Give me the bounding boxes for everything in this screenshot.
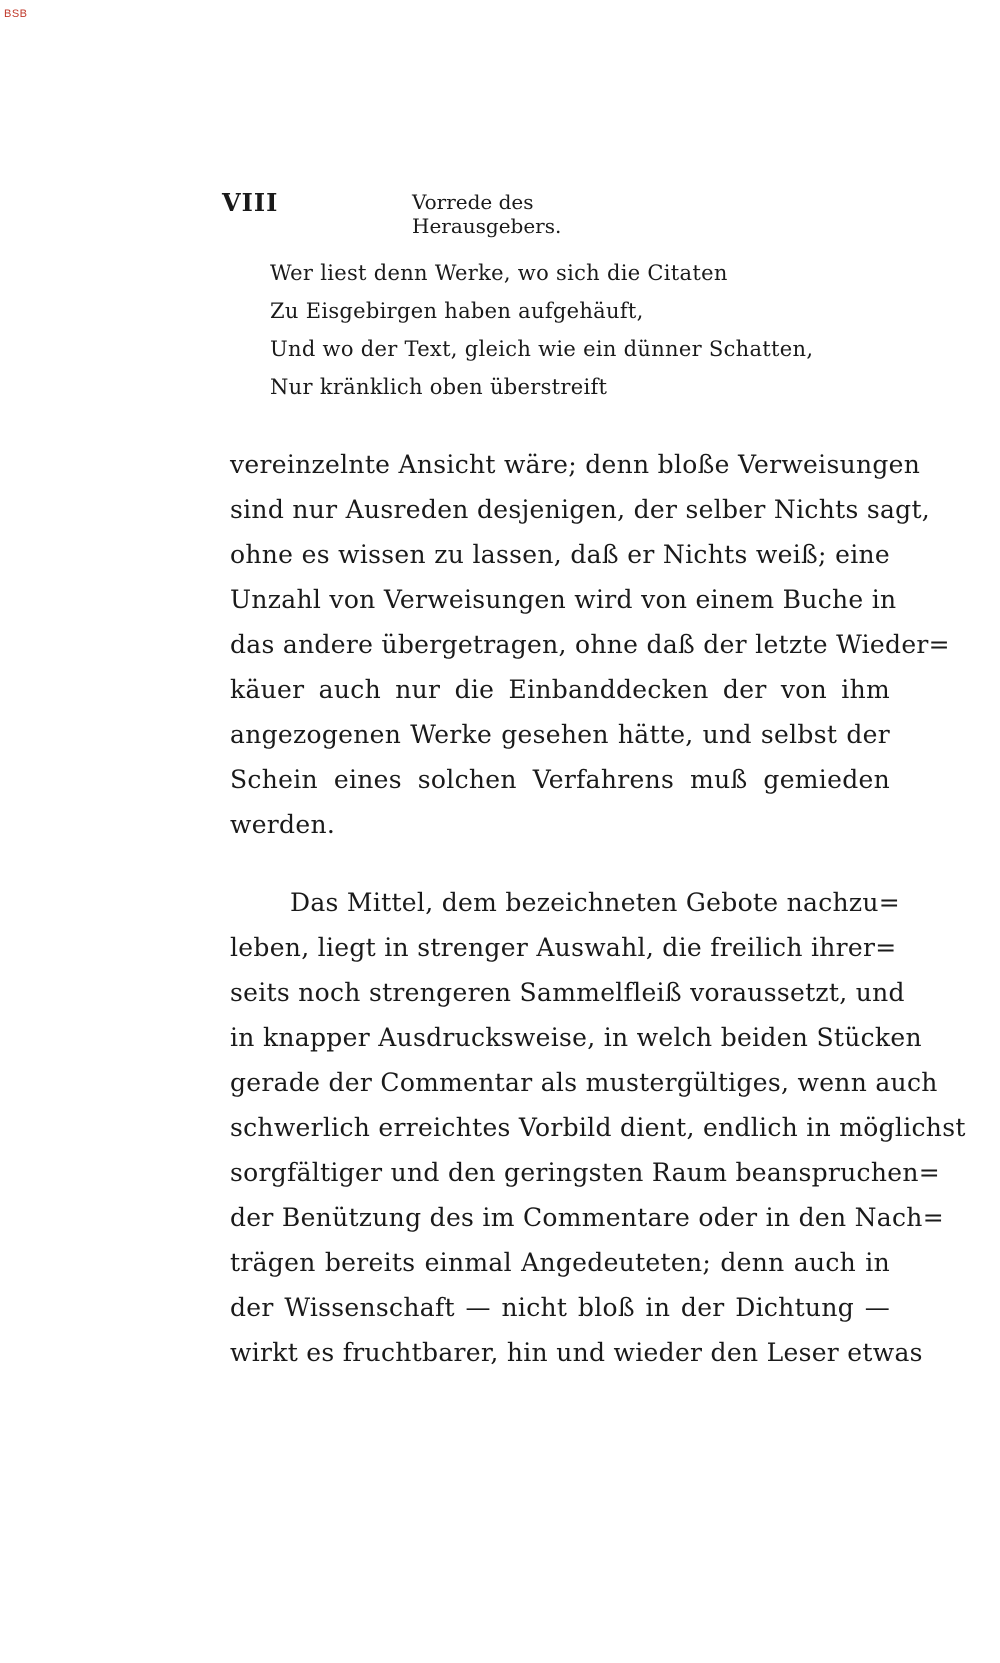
text-line: der Benützung des im Commentare oder in den Nach= xyxy=(230,1203,944,1232)
text-line: Schein eines solchen Verfahrens muß gemieden xyxy=(230,765,890,794)
page-number: VIII xyxy=(222,188,279,217)
text-line: angezogenen Werke gesehen hätte, und selbst der xyxy=(230,720,890,749)
text-line: seits noch strengeren Sammelfleiß voraussetzt, und xyxy=(230,978,905,1007)
verse-line: Wer liest denn Werke, wo sich die Citaten xyxy=(270,261,728,285)
text-line: käuer auch nur die Einbanddecken der von ihm xyxy=(230,675,890,704)
verse-line: Zu Eisgebirgen haben aufgehäuft, xyxy=(270,299,644,323)
text-line: das andere übergetragen, ohne daß der letzte Wieder= xyxy=(230,630,950,659)
paragraph-continuation xyxy=(230,442,950,847)
text-line: werden. xyxy=(230,810,336,839)
text-line: ohne es wissen zu lassen, daß er Nichts weiß; eine xyxy=(230,540,890,569)
text-line: schwerlich erreichtes Vorbild dient, endlich in möglichst xyxy=(230,1113,966,1142)
verse-quotation xyxy=(270,254,870,406)
text-line: der Wissenschaft — nicht bloß in der Dichtung — xyxy=(230,1293,890,1322)
text-line: Das Mittel, dem bezeichneten Gebote nachzu= xyxy=(290,888,901,917)
running-header xyxy=(222,188,682,238)
text-line: sind nur Ausreden desjenigen, der selber Nichts sagt, xyxy=(230,495,931,524)
text-line: leben, liegt in strenger Auswahl, die freilich ihrer= xyxy=(230,933,897,962)
text-line: sorgfältiger und den geringsten Raum beanspruchen= xyxy=(230,1158,940,1187)
running-title: Vorrede des Herausgebers. xyxy=(412,190,562,238)
text-line: wirkt es fruchtbarer, hin und wieder den Leser etwas xyxy=(230,1338,923,1367)
paragraph-main xyxy=(230,880,966,1375)
text-line: vereinzelnte Ansicht wäre; denn bloße Verweisungen xyxy=(230,450,921,479)
verse-line: Und wo der Text, gleich wie ein dünner Schatten, xyxy=(270,337,814,361)
text-line: trägen bereits einmal Angedeuteten; denn auch in xyxy=(230,1248,890,1277)
library-watermark: BSB xyxy=(4,8,28,20)
text-line: gerade der Commentar als mustergültiges, wenn auch xyxy=(230,1068,938,1097)
text-line: Unzahl von Verweisungen wird von einem Buche in xyxy=(230,585,897,614)
verse-line: Nur kränklich oben überstreift xyxy=(270,375,608,399)
text-line: in knapper Ausdrucksweise, in welch beiden Stücken xyxy=(230,1023,922,1052)
